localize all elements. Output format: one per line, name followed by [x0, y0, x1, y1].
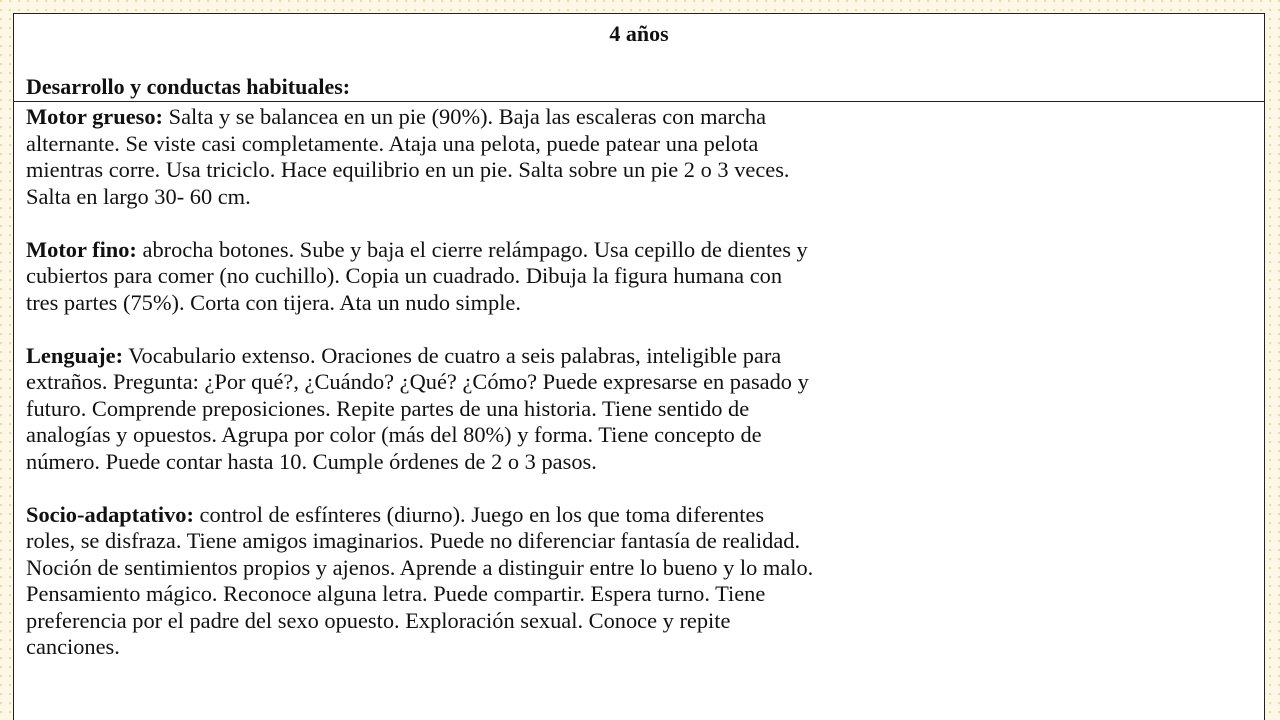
section-line: analogías y opuestos. Agrupa por color (más del 80%) y forma. Tiene concepto de: [26, 422, 762, 447]
section-text: abrocha botones. Sube y baja el cierre relámpago. Usa cepillo de dientes y: [136, 236, 808, 262]
document-card: [13, 13, 1265, 720]
section-line: [26, 104, 1252, 131]
document-body: [26, 104, 1252, 687]
section-label: Motor grueso:: [26, 104, 164, 129]
section-line: [26, 237, 1252, 264]
section-line: tres partes (75%). Corta con tijera. Ata un nudo simple.: [26, 289, 521, 315]
section-label: Socio-adaptativo:: [26, 501, 194, 527]
section-line: alternante. Se viste casi completamente. Ataja una pelota, puede patear una pelota: [26, 130, 759, 156]
section-line: mientras corre. Usa triciclo. Hace equilibrio en un pie. Salta sobre un pie 2 o 3 veces.: [26, 157, 790, 182]
section-line: futuro. Comprende preposiciones. Repite partes de una historia. Tiene sentido de: [26, 395, 750, 421]
section-lenguaje: [26, 343, 1252, 476]
header-divider: [14, 101, 1264, 102]
section-line: cubiertos para comer (no cuchillo). Copia un cuadrado. Dibuja la figura humana con: [26, 263, 783, 288]
section-line: Pensamiento mágico. Reconoce alguna letra. Puede compartir. Espera turno. Tiene: [26, 581, 766, 606]
section-motor-grueso: [26, 104, 1252, 210]
page-title: 4 años: [609, 21, 669, 46]
section-line: número. Puede contar hasta 10. Cumple órdenes de 2 o 3 pasos.: [26, 448, 597, 474]
section-line: roles, se disfraza. Tiene amigos imaginarios. Puede no diferenciar fantasía de realidad.: [26, 528, 801, 553]
section-text: Salta y se balancea en un pie (90%). Baja las escaleras con marcha: [163, 104, 767, 129]
section-line: preferencia por el padre del sexo opuesto. Exploración sexual. Conoce y repite: [26, 607, 731, 633]
section-line: extraños. Pregunta: ¿Por qué?, ¿Cuándo? ¿Qué? ¿Cómo? Puede expresarse en pasado y: [26, 369, 809, 394]
page-subtitle: Desarrollo y conductas habituales:: [26, 74, 351, 99]
section-text: control de esfínteres (diurno). Juego en los que toma diferentes: [193, 501, 765, 527]
section-label: Motor fino:: [26, 236, 137, 262]
section-line: [26, 343, 1252, 370]
section-line: [26, 502, 1252, 529]
section-text: Vocabulario extenso. Oraciones de cuatro a seis palabras, inteligible para: [123, 342, 782, 368]
section-line: Salta en largo 30- 60 cm.: [26, 183, 251, 209]
section-line: Noción de sentimientos propios y ajenos. Aprende a distinguir entre lo bueno y lo malo.: [26, 554, 814, 580]
section-line: canciones.: [26, 634, 120, 659]
section-socio-adaptativo: [26, 502, 1252, 661]
section-motor-fino: [26, 237, 1252, 317]
section-label: Lenguaje:: [26, 342, 124, 368]
